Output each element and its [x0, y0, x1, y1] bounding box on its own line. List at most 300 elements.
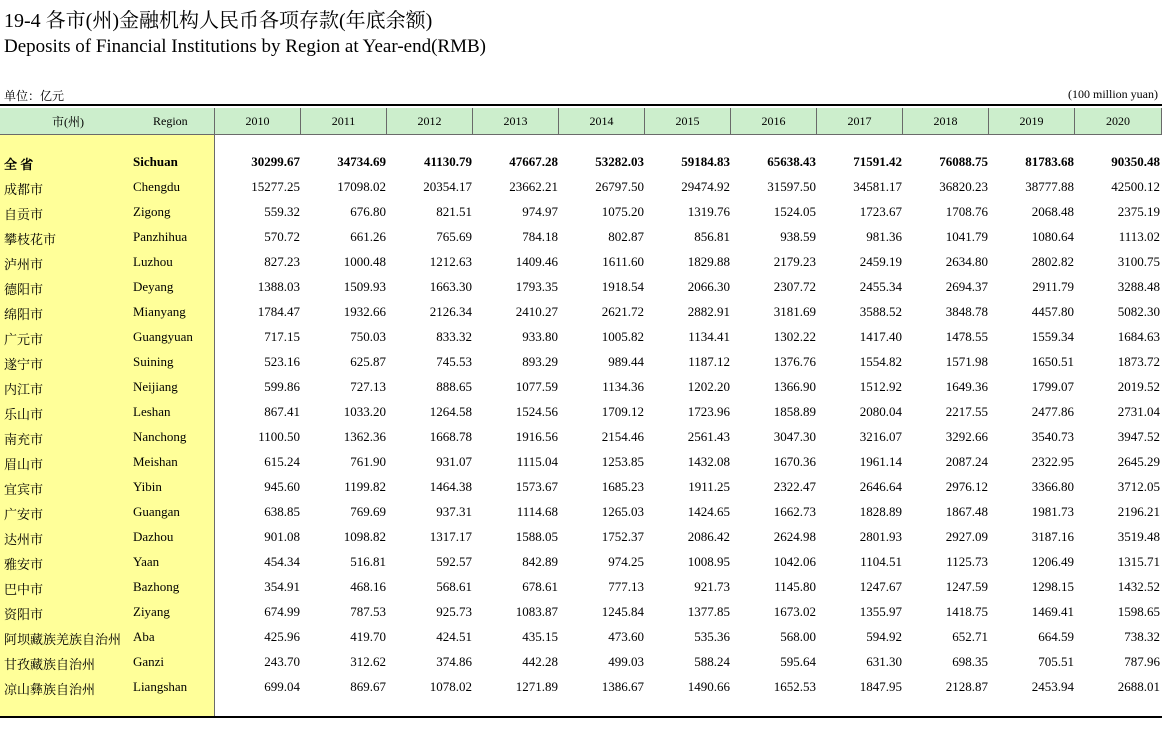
deposit-value-2017: 631.30	[866, 654, 902, 669]
deposit-value-2011: 761.90	[350, 454, 386, 469]
region-name-cn: 德阳市	[4, 282, 44, 297]
deposit-value-2014: 2621.72	[601, 304, 644, 319]
deposit-value-2013: 1793.35	[515, 279, 558, 294]
deposit-value-2012: 1264.58	[429, 404, 472, 419]
deposit-value-2015: 2882.91	[687, 304, 730, 319]
deposit-value-2015: 59184.83	[681, 154, 730, 169]
unit-label-english: (100 million yuan)	[1068, 87, 1158, 101]
deposit-value-2020: 3519.48	[1117, 529, 1160, 544]
deposit-value-2017: 71591.42	[853, 154, 902, 169]
region-name-cn: 甘孜藏族自治州	[4, 657, 96, 672]
deposit-value-2020: 1113.02	[1118, 229, 1160, 244]
deposit-value-2012: 592.57	[436, 554, 472, 569]
deposit-value-2013: 1115.04	[516, 454, 558, 469]
region-name-en: Chengdu	[133, 179, 180, 194]
deposit-value-2011: 1509.93	[343, 279, 386, 294]
deposit-value-2011: 468.16	[350, 579, 386, 594]
deposit-value-2020: 1315.71	[1117, 554, 1160, 569]
table-row	[0, 500, 1162, 525]
region-name-cn: 广安市	[4, 507, 44, 522]
region-name-en: Bazhong	[133, 579, 180, 594]
region-name-cn: 遂宁市	[4, 357, 44, 372]
deposit-value-2013: 1588.05	[515, 529, 558, 544]
deposit-value-2013: 442.28	[522, 654, 558, 669]
deposit-value-2011: 34734.69	[337, 154, 386, 169]
region-name-en: Neijiang	[133, 379, 178, 394]
region-name-cn: 广元市	[4, 332, 44, 347]
header-city-cn: 市(州)	[52, 114, 84, 129]
table-row	[0, 400, 1162, 425]
deposit-value-2011: 1098.82	[343, 529, 386, 544]
deposit-value-2014: 1752.37	[601, 529, 644, 544]
deposit-value-2018: 1247.59	[945, 579, 988, 594]
region-name-en: Panzhihua	[133, 229, 188, 244]
deposit-value-2012: 833.32	[436, 329, 472, 344]
region-name-en: Yaan	[133, 554, 160, 569]
deposit-value-2016: 2307.72	[773, 279, 816, 294]
deposit-value-2019: 3540.73	[1031, 429, 1074, 444]
table-body	[0, 150, 1162, 700]
table-row	[0, 325, 1162, 350]
region-name-cn: 雅安市	[4, 557, 44, 572]
deposit-value-2020: 90350.48	[1111, 154, 1160, 169]
region-name-en: Leshan	[133, 404, 171, 419]
deposit-value-2016: 1670.36	[773, 454, 816, 469]
deposit-value-2019: 2911.79	[1032, 279, 1074, 294]
deposit-value-2018: 2927.09	[945, 529, 988, 544]
region-name-en: Sichuan	[133, 154, 178, 169]
table-bottom-rule	[0, 716, 1162, 718]
deposit-value-2016: 3047.30	[773, 429, 816, 444]
region-name-en: Ziyang	[133, 604, 170, 619]
deposit-value-2012: 937.31	[436, 504, 472, 519]
table-row	[0, 375, 1162, 400]
deposit-value-2010: 867.41	[264, 404, 300, 419]
header-year-2018: 2018	[903, 108, 989, 134]
region-name-en: Dazhou	[133, 529, 174, 544]
region-name-en: Luzhou	[133, 254, 173, 269]
deposit-value-2015: 1829.88	[687, 254, 730, 269]
deposit-value-2010: 699.04	[264, 679, 300, 694]
deposit-value-2015: 1432.08	[687, 454, 730, 469]
deposit-value-2016: 2624.98	[773, 529, 816, 544]
region-name-cn: 南充市	[4, 432, 44, 447]
header-region-cell	[0, 108, 215, 134]
header-year-2019: 2019	[989, 108, 1075, 134]
deposit-value-2016: 1673.02	[773, 604, 816, 619]
deposit-value-2013: 842.89	[522, 554, 558, 569]
deposit-value-2017: 981.36	[866, 229, 902, 244]
deposit-value-2010: 570.72	[264, 229, 300, 244]
deposit-value-2018: 3848.78	[945, 304, 988, 319]
table-row	[0, 250, 1162, 275]
deposit-value-2017: 1828.89	[859, 504, 902, 519]
deposit-value-2015: 1911.25	[688, 479, 730, 494]
deposit-value-2017: 1961.14	[859, 454, 902, 469]
region-name-cn: 巴中市	[4, 582, 44, 597]
deposit-value-2018: 2694.37	[945, 279, 988, 294]
deposit-value-2018: 1041.79	[945, 229, 988, 244]
deposit-value-2011: 869.67	[350, 679, 386, 694]
region-name-cn: 绵阳市	[4, 307, 44, 322]
deposit-value-2015: 1377.85	[687, 604, 730, 619]
deposit-value-2012: 765.69	[436, 229, 472, 244]
deposit-value-2013: 1271.89	[515, 679, 558, 694]
region-name-cn: 资阳市	[4, 607, 44, 622]
deposit-value-2017: 2646.64	[859, 479, 902, 494]
deposit-value-2010: 901.08	[264, 529, 300, 544]
deposit-value-2016: 1042.06	[773, 554, 816, 569]
deposit-value-2017: 3216.07	[859, 429, 902, 444]
deposit-value-2014: 1253.85	[601, 454, 644, 469]
deposit-value-2015: 535.36	[694, 629, 730, 644]
table-row	[0, 550, 1162, 575]
deposit-value-2017: 2455.34	[859, 279, 902, 294]
deposit-value-2019: 38777.88	[1025, 179, 1074, 194]
deposit-value-2010: 638.85	[264, 504, 300, 519]
deposit-value-2020: 1684.63	[1117, 329, 1160, 344]
deposit-value-2018: 698.35	[952, 654, 988, 669]
deposit-value-2010: 425.96	[264, 629, 300, 644]
deposit-value-2012: 1078.02	[429, 679, 472, 694]
region-name-cn: 眉山市	[4, 457, 44, 472]
deposit-value-2019: 81783.68	[1025, 154, 1074, 169]
deposit-value-2019: 4457.80	[1031, 304, 1074, 319]
deposit-value-2011: 625.87	[350, 354, 386, 369]
region-name-cn: 成都市	[4, 182, 44, 197]
deposit-value-2011: 1199.82	[344, 479, 386, 494]
deposit-value-2011: 750.03	[350, 329, 386, 344]
header-year-2017: 2017	[817, 108, 903, 134]
deposit-value-2018: 1125.73	[946, 554, 988, 569]
deposit-value-2010: 717.15	[264, 329, 300, 344]
deposit-value-2010: 559.32	[264, 204, 300, 219]
deposit-value-2014: 1265.03	[601, 504, 644, 519]
deposit-value-2018: 1571.98	[945, 354, 988, 369]
table-row	[0, 575, 1162, 600]
deposit-value-2017: 2459.19	[859, 254, 902, 269]
unit-label-chinese: 单位：亿元	[4, 89, 65, 103]
deposit-value-2012: 41130.79	[423, 154, 472, 169]
deposit-value-2012: 424.51	[436, 629, 472, 644]
deposit-value-2014: 777.13	[608, 579, 644, 594]
deposit-value-2014: 1611.60	[602, 254, 644, 269]
region-name-en: Guangyuan	[133, 329, 193, 344]
deposit-value-2015: 1202.20	[687, 379, 730, 394]
deposit-value-2016: 31597.50	[767, 179, 816, 194]
deposit-value-2017: 3588.52	[859, 304, 902, 319]
deposit-value-2013: 678.61	[522, 579, 558, 594]
deposit-value-2013: 47667.28	[509, 154, 558, 169]
deposit-value-2013: 974.97	[522, 204, 558, 219]
deposit-value-2018: 652.71	[952, 629, 988, 644]
deposit-value-2017: 1554.82	[859, 354, 902, 369]
deposit-value-2014: 974.25	[608, 554, 644, 569]
deposit-value-2017: 1417.40	[859, 329, 902, 344]
deposit-value-2020: 738.32	[1124, 629, 1160, 644]
deposit-value-2013: 23662.21	[509, 179, 558, 194]
deposit-value-2019: 2453.94	[1031, 679, 1074, 694]
region-name-en: Meishan	[133, 454, 178, 469]
deposit-value-2017: 1355.97	[859, 604, 902, 619]
deposit-value-2014: 802.87	[608, 229, 644, 244]
deposit-value-2020: 787.96	[1124, 654, 1160, 669]
table-row	[0, 625, 1162, 650]
region-name-cn: 泸州市	[4, 257, 44, 272]
deposit-value-2012: 1317.17	[429, 529, 472, 544]
deposit-value-2020: 1598.65	[1117, 604, 1160, 619]
deposit-value-2016: 1145.80	[774, 579, 816, 594]
deposit-value-2019: 2802.82	[1031, 254, 1074, 269]
deposit-value-2019: 664.59	[1038, 629, 1074, 644]
deposit-value-2020: 3947.52	[1117, 429, 1160, 444]
deposit-value-2018: 36820.23	[939, 179, 988, 194]
deposit-value-2015: 1008.95	[687, 554, 730, 569]
deposit-value-2014: 1709.12	[601, 404, 644, 419]
table-row	[0, 675, 1162, 700]
deposit-value-2010: 15277.25	[251, 179, 300, 194]
deposit-value-2016: 938.59	[780, 229, 816, 244]
deposit-value-2020: 3100.75	[1117, 254, 1160, 269]
deposit-value-2015: 2086.42	[687, 529, 730, 544]
deposit-value-2015: 588.24	[694, 654, 730, 669]
deposit-value-2018: 3292.66	[945, 429, 988, 444]
deposit-value-2011: 676.80	[350, 204, 386, 219]
table-row	[0, 175, 1162, 200]
region-name-en: Yibin	[133, 479, 162, 494]
deposit-value-2017: 594.92	[866, 629, 902, 644]
header-year-2020: 2020	[1075, 108, 1162, 134]
deposit-value-2012: 1663.30	[429, 279, 472, 294]
deposit-value-2012: 931.07	[436, 454, 472, 469]
region-name-cn: 宜宾市	[4, 482, 44, 497]
deposit-value-2012: 374.86	[436, 654, 472, 669]
deposit-value-2013: 1114.68	[516, 504, 558, 519]
deposit-value-2011: 769.69	[350, 504, 386, 519]
deposit-value-2010: 30299.67	[251, 154, 300, 169]
deposit-value-2019: 2068.48	[1031, 204, 1074, 219]
deposit-value-2010: 1388.03	[257, 279, 300, 294]
header-year-2012: 2012	[387, 108, 473, 134]
deposit-value-2010: 1784.47	[257, 304, 300, 319]
table-row	[0, 200, 1162, 225]
deposit-value-2019: 1799.07	[1031, 379, 1074, 394]
deposit-value-2012: 1464.38	[429, 479, 472, 494]
region-name-cn: 达州市	[4, 532, 44, 547]
deposit-value-2020: 5082.30	[1117, 304, 1160, 319]
deposit-value-2016: 1302.22	[773, 329, 816, 344]
deposit-value-2013: 1573.67	[515, 479, 558, 494]
deposit-value-2019: 2322.95	[1031, 454, 1074, 469]
deposit-value-2013: 1077.59	[515, 379, 558, 394]
region-name-cn: 阿坝藏族羌族自治州	[4, 632, 122, 647]
header-year-2014: 2014	[559, 108, 645, 134]
table-title-english: Deposits of Financial Institutions by Region at Year-end(RMB)	[4, 36, 486, 57]
region-name-en: Mianyang	[133, 304, 186, 319]
deposit-value-2016: 3181.69	[773, 304, 816, 319]
deposit-value-2015: 29474.92	[681, 179, 730, 194]
deposit-value-2014: 26797.50	[595, 179, 644, 194]
deposit-value-2019: 3366.80	[1031, 479, 1074, 494]
deposit-value-2016: 1366.90	[773, 379, 816, 394]
deposit-value-2015: 1319.76	[687, 204, 730, 219]
deposit-value-2014: 473.60	[608, 629, 644, 644]
deposit-value-2018: 2128.87	[945, 679, 988, 694]
region-name-en: Liangshan	[133, 679, 188, 694]
region-name-cn: 乐山市	[4, 407, 44, 422]
deposit-value-2019: 1298.15	[1031, 579, 1074, 594]
deposit-value-2013: 784.18	[522, 229, 558, 244]
deposit-value-2010: 615.24	[264, 454, 300, 469]
deposit-value-2012: 925.73	[436, 604, 472, 619]
deposit-value-2020: 1432.52	[1117, 579, 1160, 594]
deposit-value-2013: 2410.27	[515, 304, 558, 319]
deposit-value-2017: 1512.92	[859, 379, 902, 394]
region-name-cn: 内江市	[4, 382, 44, 397]
deposit-value-2019: 3187.16	[1031, 529, 1074, 544]
deposit-value-2012: 568.61	[436, 579, 472, 594]
deposit-value-2018: 2087.24	[945, 454, 988, 469]
deposit-value-2017: 1104.51	[860, 554, 902, 569]
deposit-value-2017: 1847.95	[859, 679, 902, 694]
deposit-value-2020: 3288.48	[1117, 279, 1160, 294]
deposit-value-2016: 1376.76	[773, 354, 816, 369]
deposit-value-2014: 1245.84	[601, 604, 644, 619]
deposit-value-2014: 499.03	[608, 654, 644, 669]
deposit-value-2011: 516.81	[350, 554, 386, 569]
deposit-value-2017: 34581.17	[853, 179, 902, 194]
deposit-value-2011: 1932.66	[343, 304, 386, 319]
deposit-value-2019: 705.51	[1038, 654, 1074, 669]
deposit-value-2019: 2477.86	[1031, 404, 1074, 419]
deposit-value-2019: 1080.64	[1031, 229, 1074, 244]
deposit-value-2016: 1524.05	[773, 204, 816, 219]
region-name-en: Zigong	[133, 204, 171, 219]
deposit-value-2012: 745.53	[436, 354, 472, 369]
deposit-value-2016: 568.00	[780, 629, 816, 644]
table-row	[0, 150, 1162, 175]
deposit-value-2015: 1134.41	[688, 329, 730, 344]
deposit-value-2013: 435.15	[522, 629, 558, 644]
region-name-en: Guangan	[133, 504, 180, 519]
deposit-value-2014: 989.44	[608, 354, 644, 369]
deposit-value-2016: 2179.23	[773, 254, 816, 269]
deposit-value-2015: 921.73	[694, 579, 730, 594]
deposit-value-2014: 2154.46	[601, 429, 644, 444]
table-row	[0, 225, 1162, 250]
deposit-value-2020: 42500.12	[1111, 179, 1160, 194]
table-row	[0, 425, 1162, 450]
deposit-value-2012: 2126.34	[429, 304, 472, 319]
deposit-value-2016: 65638.43	[767, 154, 816, 169]
deposit-value-2019: 1206.49	[1031, 554, 1074, 569]
deposit-value-2013: 933.80	[522, 329, 558, 344]
deposit-value-2020: 2688.01	[1117, 679, 1160, 694]
deposit-value-2015: 1424.65	[687, 504, 730, 519]
region-name-cn: 攀枝花市	[4, 232, 57, 247]
deposit-value-2017: 2801.93	[859, 529, 902, 544]
deposit-value-2010: 523.16	[264, 354, 300, 369]
table-title-chinese: 19-4 各市(州)金融机构人民币各项存款(年底余额)	[4, 10, 433, 32]
deposit-value-2010: 354.91	[264, 579, 300, 594]
deposit-value-2012: 888.65	[436, 379, 472, 394]
deposit-value-2012: 821.51	[436, 204, 472, 219]
deposit-value-2010: 945.60	[264, 479, 300, 494]
deposit-value-2014: 1005.82	[601, 329, 644, 344]
deposit-value-2011: 312.62	[350, 654, 386, 669]
deposit-value-2016: 1858.89	[773, 404, 816, 419]
table-row	[0, 350, 1162, 375]
deposit-value-2018: 1649.36	[945, 379, 988, 394]
deposit-value-2018: 2634.80	[945, 254, 988, 269]
table-row	[0, 300, 1162, 325]
deposit-value-2016: 1652.53	[773, 679, 816, 694]
deposit-value-2016: 595.64	[780, 654, 816, 669]
deposit-value-2018: 2217.55	[945, 404, 988, 419]
deposit-value-2018: 2976.12	[945, 479, 988, 494]
deposit-value-2015: 2561.43	[687, 429, 730, 444]
deposit-value-2010: 674.99	[264, 604, 300, 619]
deposit-value-2014: 1386.67	[601, 679, 644, 694]
table-row	[0, 525, 1162, 550]
deposit-value-2011: 661.26	[350, 229, 386, 244]
header-year-2015: 2015	[645, 108, 731, 134]
deposit-value-2020: 2731.04	[1117, 404, 1160, 419]
deposit-value-2015: 1187.12	[688, 354, 730, 369]
region-name-cn: 自贡市	[4, 207, 44, 222]
header-year-2016: 2016	[731, 108, 817, 134]
deposit-value-2017: 2080.04	[859, 404, 902, 419]
deposit-value-2018: 1478.55	[945, 329, 988, 344]
deposit-value-2015: 1490.66	[687, 679, 730, 694]
deposit-value-2019: 1981.73	[1031, 504, 1074, 519]
deposit-value-2014: 1075.20	[601, 204, 644, 219]
deposit-value-2013: 1524.56	[515, 404, 558, 419]
deposit-value-2013: 1409.46	[515, 254, 558, 269]
deposit-value-2016: 2322.47	[773, 479, 816, 494]
deposit-value-2015: 2066.30	[687, 279, 730, 294]
header-year-2013: 2013	[473, 108, 559, 134]
deposit-value-2013: 893.29	[522, 354, 558, 369]
deposit-value-2018: 1708.76	[945, 204, 988, 219]
table-top-rule	[0, 104, 1162, 106]
table-row	[0, 450, 1162, 475]
region-name-en: Aba	[133, 629, 155, 644]
deposit-value-2015: 856.81	[694, 229, 730, 244]
deposit-value-2011: 17098.02	[337, 179, 386, 194]
deposit-value-2012: 1212.63	[429, 254, 472, 269]
table-row	[0, 650, 1162, 675]
region-name-cn: 凉山彝族自治州	[4, 682, 96, 697]
region-name-en: Nanchong	[133, 429, 187, 444]
deposit-value-2018: 1867.48	[945, 504, 988, 519]
deposit-value-2013: 1916.56	[515, 429, 558, 444]
deposit-value-2019: 1559.34	[1031, 329, 1074, 344]
deposit-value-2015: 1723.96	[687, 404, 730, 419]
deposit-value-2020: 2375.19	[1117, 204, 1160, 219]
deposit-value-2013: 1083.87	[515, 604, 558, 619]
deposit-value-2011: 727.13	[350, 379, 386, 394]
deposit-value-2014: 1918.54	[601, 279, 644, 294]
deposit-value-2014: 1685.23	[601, 479, 644, 494]
region-name-en: Ganzi	[133, 654, 165, 669]
deposit-value-2020: 1873.72	[1117, 354, 1160, 369]
deposit-value-2020: 2019.52	[1117, 379, 1160, 394]
table-row	[0, 475, 1162, 500]
header-year-2011: 2011	[301, 108, 387, 134]
table-row	[0, 600, 1162, 625]
deposit-value-2016: 1662.73	[773, 504, 816, 519]
